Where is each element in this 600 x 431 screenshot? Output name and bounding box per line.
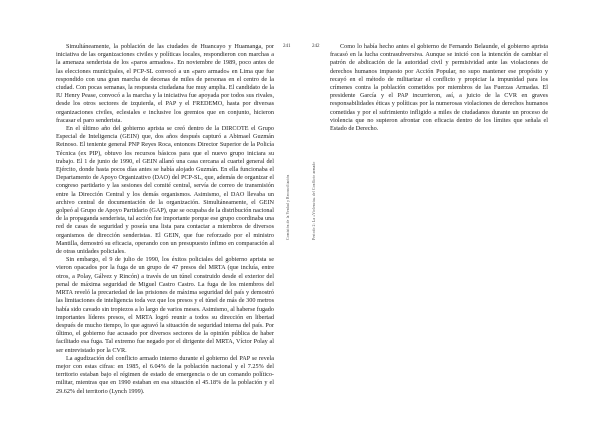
page-number-left: 241 — [283, 44, 291, 49]
paragraph: En el último año del gobierno aprista se creó dentro de la DIRCOTE el Grupo Especial de Inteligencia (GEIN) que, dos años después capturó a Abimael Guzmán Reinoso. El teniente general PNP Reyes Roca, entonces Director Superior de la Policía Técnica (ex PIP), obtuvo los recursos básicos para que el nuevo grupo iniciara su trabajo. El 1 de junio de 1990, el GEIN allanó una casa cercana al cuartel general del Ejército, donde hasta pocos días antes se había alojado Guzmán. En ella funcionaba el Departamento de Apoyo Organizativo (DAO) del PCP-SL, que, además de organizar el congreso partidario y las sesiones del comité central, servía de correo de transmisión entre la Dirección Central y los demás organismos. Asimismo, el DAO llevaba un archivo central de documentación de la organización. Simultáneamente, el GEIN golpeó al Grupo de Apoyo Partidario (GAP), que se ocupaba de la distribución nacional de la propaganda senderista, tal acción fue importante porque ese grupo coordinaba una red de casas de seguridad y poseía una lista para contactar a miembros de diversos organismos de dirección senderistas. El GEIN, que fue reforzado por el ministro Mantilla, demostró su eficacia, operando con un presupuesto ínfimo en comparación al de otras unidades policiales. — [56, 125, 274, 256]
page-number-right: 242 — [312, 44, 320, 49]
paragraph: La agudización del conflicto armado interno durante el gobierno del PAP se revela mejor con estas cifras: en 1985, el 6.04% de la población nacional y el 7.25% del territorio estaban bajo el régimen de estado de emergencia o de un comando político-militar, mientras que en 1990 estaban en esa situación el 45.18% de la población y el 29.62% del territorio (Lynch 1999). — [56, 354, 274, 395]
paragraph: Simultáneamente, la población de las ciudades de Huancayo y Huamanga, por iniciativa de las organizaciones civiles y políticas locales, respondieron con marchas a la amenaza senderista de los «paros armados». En noviembre de 1989, poco antes de las elecciones municipales, el PCP-SL convocó a un «paro armado» en Lima que fue respondido con una gran marcha de decenas de miles de personas en el centro de la ciudad. Con pocas semanas, la respuesta ciudadana fue muy amplia. El candidato de la IU Henry Pease, convocó a la marcha y la iniciativa fue apoyada por todos sus rivales, desde los otros sectores de izquierda, el PAP y el FREDEMO, hasta por diversas organizaciones civiles, eclesiales e inclusive los gremios que en conjunto, hicieron fracasar el paro senderista. — [56, 43, 274, 124]
running-head-right: Periodo 2: La «Violencia» del Conflicto armado — [312, 161, 316, 240]
right-page-body — [330, 43, 548, 133]
paragraph: Sin embargo, el 9 de julio de 1990, los éxitos policiales del gobierno aprista se vieron opacados por la fuga de un grupo de 47 presos del MRTA (que incluía, entre otros, a Polay, Gálvez y Rincón) a través de un túnel construido desde el exterior del penal de máxima seguridad de Miguel Castro Castro. La fuga de los miembros del MRTA reveló la precariedad de las prisiones de máxima seguridad del país y demostró las limitaciones de inteligencia toda vez que los presos y el túnel de más de 300 metros había sido cavado sin tropiezos a lo largo de varios meses. Asimismo, al haberse fugado importantes líderes presos, el MRTA logró reunir a todos su dirección en libertad después de mucho tiempo, lo que agravó la situación de seguridad interna del país. Por último, el gobierno fue acusado por diversos sectores de la opinión pública de haber facilitado esa fuga. Tal extremo fue negado por el dirigente del MRTA, Víctor Polay al ser entrevistado por la CVR. — [56, 256, 274, 354]
running-head-left: Comisión de la Verdad y Reconciliación — [286, 174, 290, 240]
left-page-body — [56, 43, 274, 396]
paragraph: Como lo había hecho antes el gobierno de Fernando Belaunde, el gobierno aprista fracasó en la lucha contrasubversiva. Aunque se inició con la intención de cambiar el patrón de abdicación de la autoridad civil y permisividad ante las violaciones de derechos humanos impuesto por Acción Popular, no supo mantener ese propósito y recayó en el método de militarizar el conflicto y propiciar la impunidad para los crímenes contra la población cometidos por miembros de las Fuerzas Armadas. El presidente García y el PAP incurrieron, así, a juicio de la CVR en graves responsabilidades éticas y políticas por la numerosas violaciones de derechos humanos cometidas y por el sufrimiento infligido a miles de ciudadanos durante un proceso de violencia que no supieron afrontar con eficacia dentro de los límites que señala el Estado de Derecho. — [330, 43, 548, 133]
